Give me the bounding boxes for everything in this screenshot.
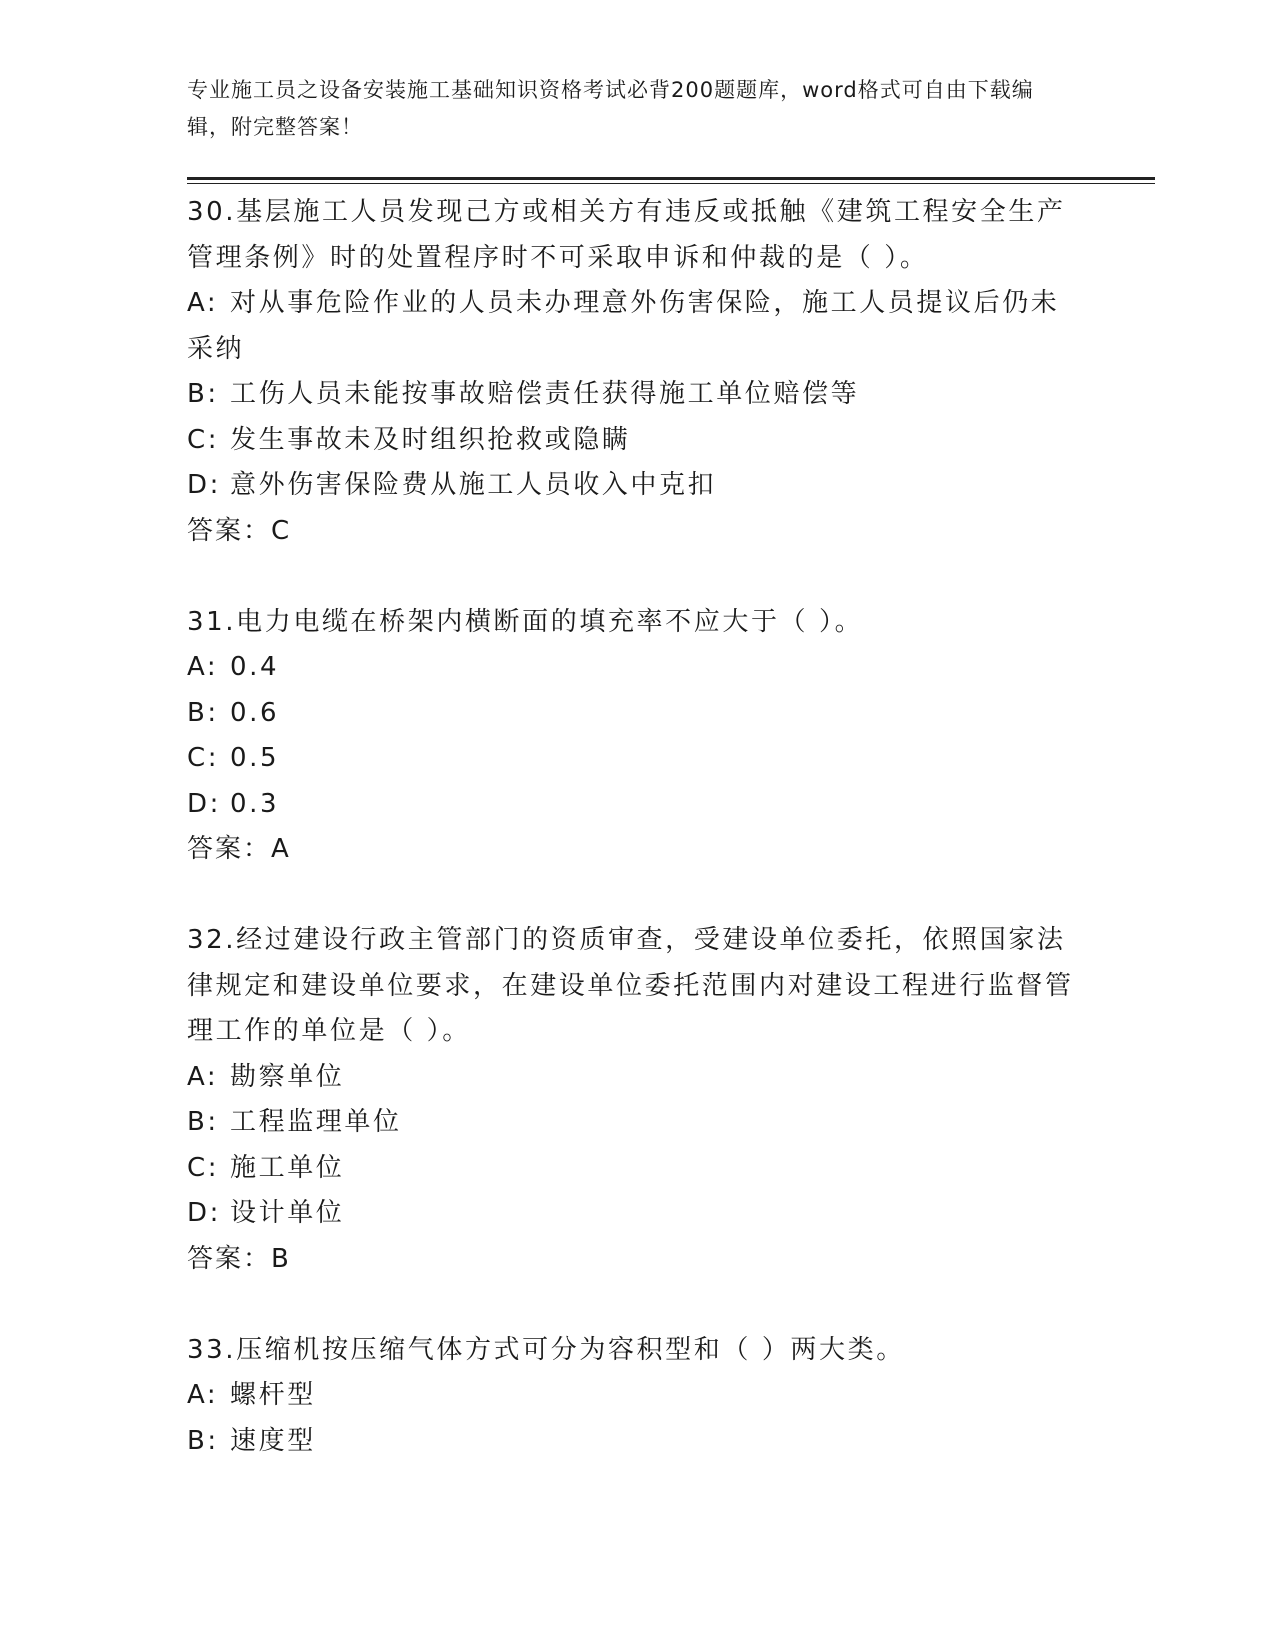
option-letter: D: bbox=[187, 788, 221, 819]
option-d bbox=[187, 463, 1087, 509]
question-stem: 33.压缩机按压缩气体方式可分为容积型和（ ）两大类。 bbox=[187, 1334, 905, 1365]
option-letter: C: bbox=[187, 1152, 220, 1183]
option-letter: A: bbox=[187, 288, 219, 318]
option-text: 0.5 bbox=[230, 743, 280, 773]
option-letter: B: bbox=[187, 379, 219, 409]
option-b bbox=[187, 372, 1087, 418]
option-a bbox=[187, 1373, 1087, 1419]
option-letter: A: bbox=[187, 652, 219, 682]
option-text: 发生事故未及时组织抢救或隐瞒 bbox=[230, 424, 631, 455]
option-letter: C: bbox=[187, 424, 220, 455]
question-30 bbox=[187, 190, 1087, 554]
option-text: 0.6 bbox=[230, 697, 280, 728]
header-divider-thick bbox=[187, 177, 1155, 180]
answer-label: 答案：C bbox=[187, 515, 292, 546]
option-text: 螺杆型 bbox=[230, 1380, 316, 1410]
option-letter: B: bbox=[187, 697, 219, 728]
option-text: 勘察单位 bbox=[230, 1061, 345, 1092]
option-text: 设计单位 bbox=[230, 1198, 345, 1228]
option-a bbox=[187, 281, 1087, 372]
option-text: 工程监理单位 bbox=[230, 1107, 402, 1137]
option-text: 施工单位 bbox=[230, 1152, 345, 1183]
option-text: 对从事危险作业的人员未办理意外伤害保险，施工人员提议后仍未采纳 bbox=[187, 288, 1060, 364]
option-letter: D: bbox=[187, 1198, 221, 1228]
option-c bbox=[187, 736, 1087, 782]
question-32 bbox=[187, 918, 1087, 1282]
option-d bbox=[187, 1191, 1087, 1237]
question-spacer bbox=[187, 1282, 1087, 1328]
option-letter: D: bbox=[187, 470, 221, 500]
option-c bbox=[187, 1146, 1087, 1192]
question-list bbox=[187, 190, 1087, 1464]
option-b bbox=[187, 691, 1087, 737]
option-letter: B: bbox=[187, 1425, 219, 1456]
question-stem: 32.经过建设行政主管部门的资质审查，受建设单位委托，依照国家法律规定和建设单位要求，在建设单位委托范围内对建设工程进行监督管理工作的单位是（ ）。 bbox=[187, 925, 1074, 1046]
header-divider-thin bbox=[187, 183, 1155, 184]
option-text: 0.3 bbox=[230, 788, 280, 819]
question-33 bbox=[187, 1328, 1087, 1465]
option-text: 0.4 bbox=[230, 652, 280, 682]
option-letter: C: bbox=[187, 743, 220, 773]
option-d bbox=[187, 782, 1087, 828]
question-stem: 30.基层施工人员发现己方或相关方有违反或抵触《建筑工程安全生产管理条例》时的处置程序时不可采取申诉和仲裁的是（ ）。 bbox=[187, 197, 1066, 273]
option-text: 速度型 bbox=[230, 1425, 316, 1456]
answer-label: 答案：A bbox=[187, 834, 291, 864]
option-text: 意外伤害保险费从施工人员收入中克扣 bbox=[230, 470, 717, 500]
option-c bbox=[187, 418, 1087, 464]
option-letter: A: bbox=[187, 1061, 219, 1092]
question-spacer bbox=[187, 873, 1087, 919]
option-b bbox=[187, 1100, 1087, 1146]
document-header: 专业施工员之设备安装施工基础知识资格考试必背200题题库，word格式可自由下载编辑，附完整答案！ bbox=[187, 78, 1034, 139]
question-spacer bbox=[187, 554, 1087, 600]
option-a bbox=[187, 645, 1087, 691]
option-letter: A: bbox=[187, 1380, 219, 1410]
option-b bbox=[187, 1419, 1087, 1465]
answer-label: 答案：B bbox=[187, 1243, 291, 1274]
question-stem: 31.电力电缆在桥架内横断面的填充率不应大于（ ）。 bbox=[187, 606, 864, 637]
option-text: 工伤人员未能按事故赔偿责任获得施工单位赔偿等 bbox=[230, 379, 860, 409]
option-a bbox=[187, 1055, 1087, 1101]
option-letter: B: bbox=[187, 1107, 219, 1137]
question-31 bbox=[187, 600, 1087, 873]
